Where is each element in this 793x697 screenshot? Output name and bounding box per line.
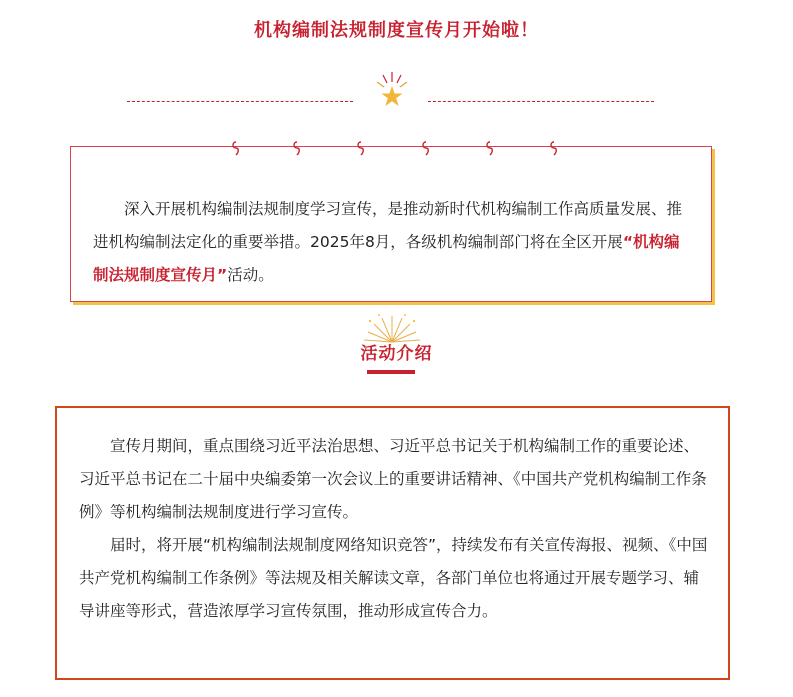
dashed-line-right	[428, 101, 654, 102]
details-box	[55, 406, 730, 680]
intro-text-after: 活动。	[227, 266, 274, 284]
details-paragraph-2: 届时，将开展“机构编制法规制度网络知识竞答”，持续发布有关宣传海报、视频、《中国共产党机构编制工作条例》等法规及相关解读文章，各部门单位也将通过开展专题学习、辅导讲座等形式，营造浓厚学习宣传氛围，推动形成宣传合力。	[79, 536, 708, 620]
intro-paragraph	[93, 193, 693, 292]
binder-ring-icon	[231, 141, 241, 157]
intro-text-before: 深入开展机构编制法规制度学习宣传，是推动新时代机构编制工作高质量发展、推进机构编制法定化的重要举措。2025年8月，各级机构编制部门将在全区开展	[93, 200, 683, 251]
section-underline	[367, 370, 415, 374]
binder-ring-icon	[292, 141, 302, 157]
dashed-line-left	[127, 101, 353, 102]
binder-ring-icon	[356, 141, 366, 157]
page-title: 机构编制法规制度宣传月开始啦！	[254, 20, 539, 41]
binder-ring-icon	[485, 141, 495, 157]
intro-highlight: “机构编制法规制度宣传月”	[93, 233, 680, 284]
intro-box	[70, 146, 712, 302]
binder-ring-icon	[421, 141, 431, 157]
star-icon	[372, 70, 412, 110]
binder-ring-icon	[549, 141, 559, 157]
section-header	[0, 312, 793, 382]
title-divider	[0, 60, 793, 116]
details-paragraph-1: 宣传月期间，重点围绕习近平法治思想、习近平总书记关于机构编制工作的重要论述、习近平总书记在二十届中央编委第一次会议上的重要讲话精神、《中国共产党机构编制工作条例》等机构编制法规制度进行学习宣传。	[79, 437, 707, 521]
binder-rings	[71, 141, 711, 157]
section-title: 活动介绍	[360, 344, 433, 364]
